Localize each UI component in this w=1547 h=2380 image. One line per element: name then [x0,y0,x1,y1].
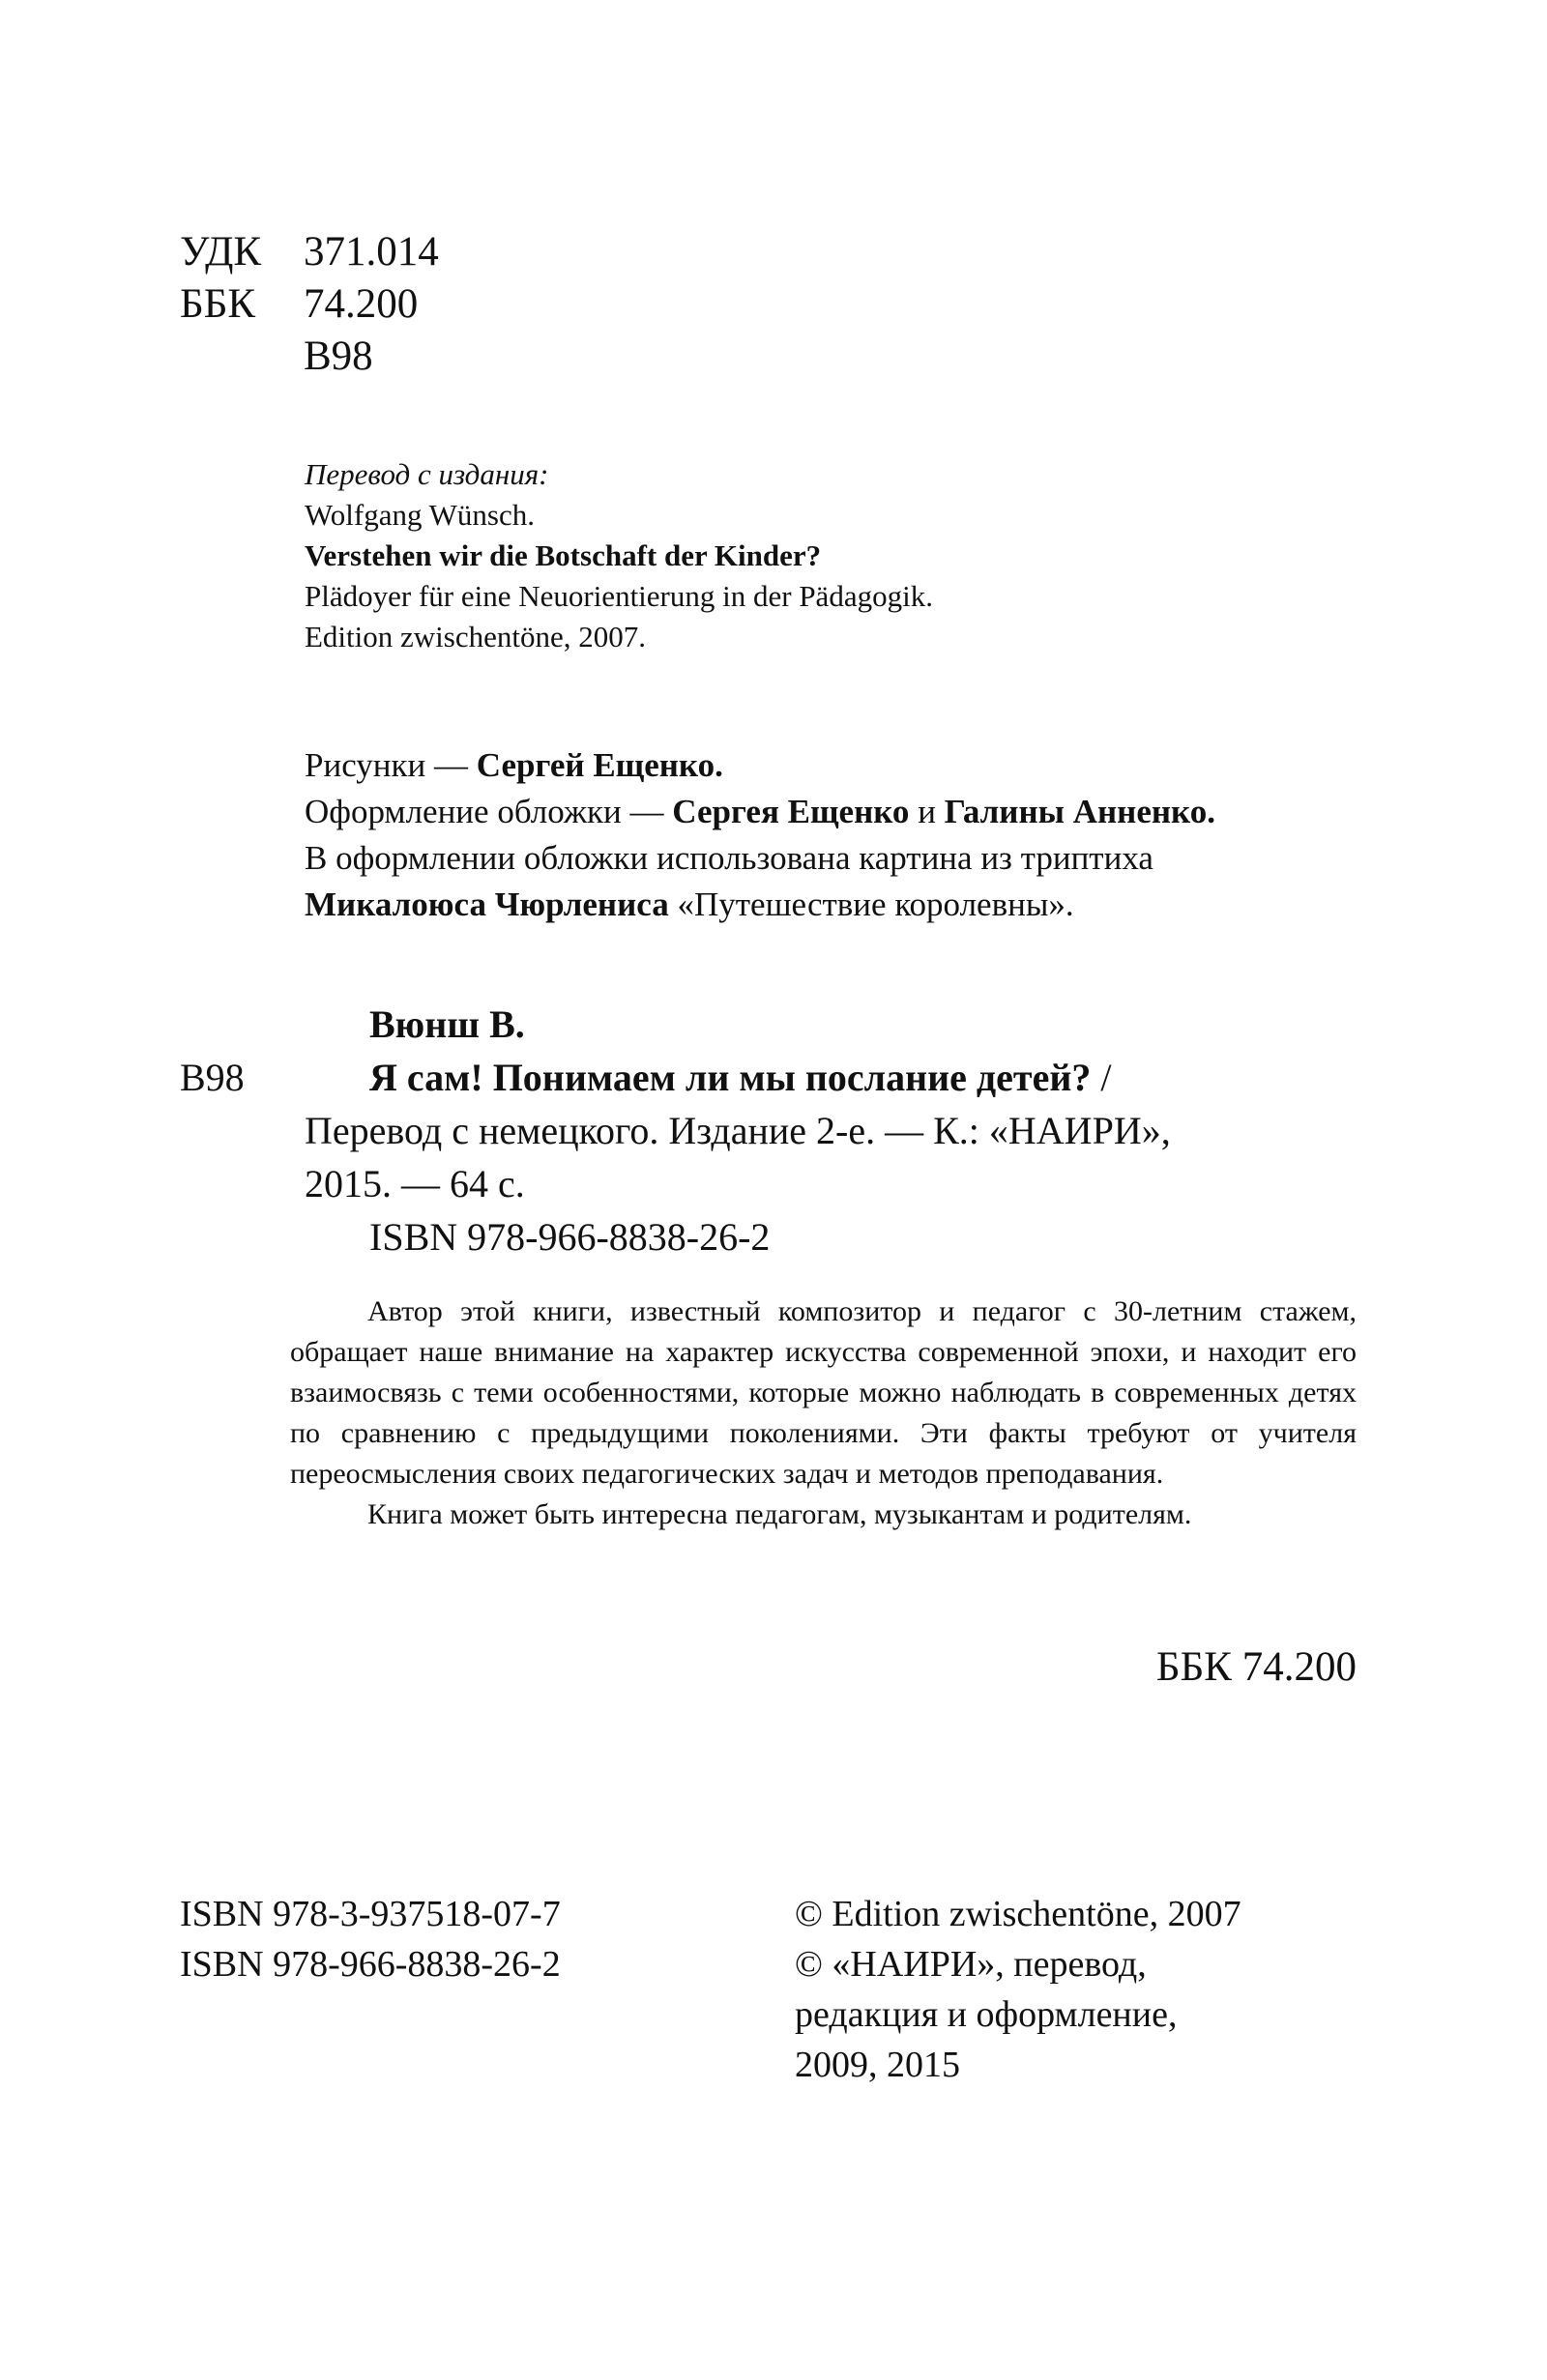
painting-artist-line [305,882,1215,928]
biblio-line-3 [180,1104,1369,1157]
source-subtitle: Plädoyer für eine Neuorientierung in der Pädagogik. [305,579,933,613]
udk-line [180,226,439,278]
painting-line: В оформлении обложки использована картина из триптиха [305,839,1153,877]
annotation-block [290,1292,1357,1535]
illustrations-label: Рисунки — [305,746,477,784]
bbk-line [180,278,439,331]
cover-name-2: Галины Анненко. [944,793,1215,830]
credits-block [305,742,1215,928]
cover-line [305,789,1215,835]
isbn-block [180,1889,561,1989]
biblio-edition: Перевод с немецкого. Издание 2-е. — К.: «НАИРИ», [305,1109,1171,1152]
biblio-title-line [180,1051,1369,1104]
biblio-author: Вюнш В. [369,1002,525,1046]
annotation-paragraph-1: Автор этой книги, известный композитор и педагог с 30-летним стажем, обращает наше внимание на характер искусства современной эпохи, и находит его взаимосвязь с теми особенностями, которые можно наблюдать в современных детях по сравнению с предыдущими поколениями. Эти факты требуют от учителя переосмысления своих педагогических задач и методов преподавания. [290,1295,1357,1490]
source-author: Wolfgang Wünsch. [305,498,535,532]
painting-artist: Микалоюса Чюрлениса [305,885,669,923]
illustrations-name: Сергей Ещенко. [476,746,723,784]
udk-value: 371.014 [304,229,439,275]
biblio-isbn-line [180,1210,1369,1263]
painting-title: «Путешествие королевны». [668,885,1074,923]
bbk-index-right: ББК 74.200 [1155,1644,1357,1690]
author-mark: В98 [304,334,373,379]
biblio-title: Я сам! Понимаем ли мы послание детей? [369,1056,1092,1099]
biblio-author-line [180,998,1369,1051]
isbn-original: ISBN 978-3-937518-07-7 [180,1894,561,1934]
classification-block [180,226,439,383]
bbk-value: 74.200 [304,281,419,327]
biblio-author-mark: В98 [180,1056,245,1099]
copyright-line-2: © «НАИРИ», перевод, [795,1944,1147,1985]
source-publisher: Edition zwischentöne, 2007. [305,620,646,653]
source-title: Verstehen wir die Botschaft der Kinder? [305,538,822,572]
copyright-line-1: © Edition zwischentöne, 2007 [795,1894,1241,1934]
biblio-year-pages: 2015. — 64 с. [305,1162,525,1205]
author-mark-line [180,331,439,383]
illustrations-line [305,742,1215,789]
biblio-slash: / [1091,1056,1112,1099]
cover-label: Оформление обложки — [305,793,673,830]
bibliographic-entry [180,998,1369,1263]
cover-and: и [909,793,945,830]
isbn-translation: ISBN 978-966-8838-26-2 [180,1944,561,1985]
cover-name-1: Сергея Ещенко [672,793,910,830]
copyright-block [795,1889,1241,2090]
udk-label: УДК [180,229,262,275]
copyright-line-3: редакция и оформление, [795,1994,1178,2035]
copyright-line-4: 2009, 2015 [795,2045,960,2085]
translation-source-block [305,454,933,657]
biblio-line-4 [180,1157,1369,1210]
biblio-isbn: ISBN 978-966-8838-26-2 [369,1215,771,1259]
bbk-label: ББК [180,281,256,327]
annotation-paragraph-2: Книга может быть интересна педагогам, музыкантам и родителям. [367,1498,1192,1530]
source-heading: Перевод с издания: [305,457,549,491]
